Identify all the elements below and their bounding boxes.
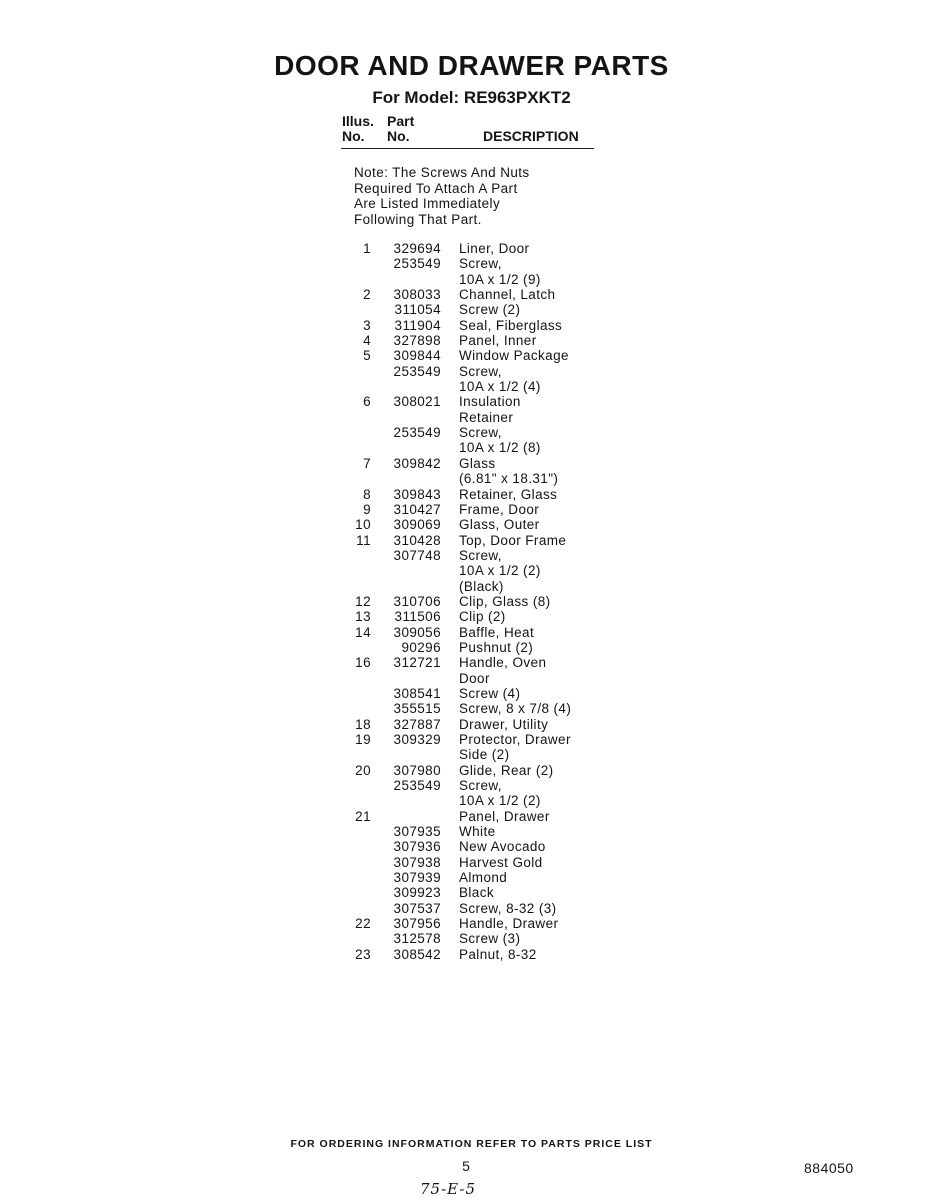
illus-header-line1: Illus. — [342, 113, 374, 129]
part-description: Screw, — [459, 363, 502, 379]
part-number: 308021 — [393, 394, 441, 410]
illus-number: 4 — [363, 333, 371, 349]
parts-row — [341, 916, 611, 931]
part-description: 10A x 1/2 (4) — [459, 379, 541, 395]
part-description: 10A x 1/2 (9) — [459, 271, 541, 287]
part-description: Screw (2) — [459, 302, 521, 318]
part-description: Drawer, Utility — [459, 716, 549, 732]
part-number: 308033 — [393, 287, 441, 303]
parts-row — [341, 517, 611, 532]
illus-number: 20 — [355, 762, 371, 778]
illus-number: 23 — [355, 946, 371, 962]
part-number: 312721 — [393, 655, 441, 671]
part-description: Clip (2) — [459, 609, 506, 625]
part-description: 10A x 1/2 (2) — [459, 793, 541, 809]
part-description: Handle, Drawer — [459, 916, 559, 932]
part-description: Retainer, Glass — [459, 486, 558, 502]
page-title: DOOR AND DRAWER PARTS — [274, 50, 669, 81]
part-number: 309842 — [393, 455, 441, 471]
part-description: Black — [459, 885, 495, 901]
part-number: 307939 — [393, 870, 441, 886]
note-line: Required To Attach A Part — [354, 180, 518, 196]
parts-row — [341, 640, 611, 655]
parts-row — [341, 778, 611, 793]
part-description: Screw, — [459, 256, 502, 272]
part-number: 309056 — [393, 624, 441, 640]
illus-number: 7 — [363, 455, 371, 471]
part-description: Screw, — [459, 547, 502, 563]
part-description: Insulation — [459, 394, 521, 410]
parts-row — [341, 548, 611, 563]
part-description: Door — [459, 670, 490, 686]
illus-number: 6 — [363, 394, 371, 410]
parts-row — [341, 747, 611, 762]
part-number: 309843 — [393, 486, 441, 502]
parts-row — [341, 732, 611, 747]
illus-number: 11 — [356, 532, 371, 548]
illus-number: 9 — [363, 501, 371, 517]
part-number: 307980 — [393, 762, 441, 778]
parts-row — [341, 318, 611, 333]
part-description: Screw, — [459, 425, 502, 441]
part-description: Retainer — [459, 409, 514, 425]
part-number: 310428 — [393, 532, 441, 548]
illus-number: 12 — [355, 593, 371, 609]
illus-number: 3 — [363, 317, 371, 333]
parts-row — [341, 655, 611, 670]
ordering-footer: FOR ORDERING INFORMATION REFER TO PARTS PRICE LIST — [290, 1138, 653, 1150]
parts-row — [341, 440, 611, 455]
document-number: 884050 — [804, 1160, 854, 1176]
illus-number: 13 — [355, 609, 371, 625]
part-header-line1: Part — [387, 113, 415, 129]
part-number: 309329 — [393, 732, 441, 747]
parts-row — [341, 256, 611, 271]
part-description: Frame, Door — [459, 501, 540, 517]
illus-number: 14 — [355, 624, 371, 640]
illus-number: 16 — [355, 655, 371, 671]
parts-row — [341, 533, 611, 548]
part-number: 355515 — [393, 701, 441, 717]
part-description: Clip, Glass (8) — [459, 593, 551, 609]
part-description: New Avocado — [459, 839, 546, 855]
parts-row — [341, 839, 611, 854]
part-number: 307935 — [393, 824, 441, 840]
part-description: Screw, 8 x 7/8 (4) — [459, 701, 572, 717]
parts-row — [341, 425, 611, 440]
part-description: Panel, Inner — [459, 333, 537, 349]
part-number: 308542 — [393, 946, 441, 962]
part-description: White — [459, 824, 496, 840]
illus-number: 5 — [363, 348, 371, 364]
part-description: Screw, 8-32 (3) — [459, 900, 557, 916]
part-description: 10A x 1/2 (8) — [459, 440, 541, 456]
parts-row — [341, 885, 611, 900]
parts-row — [341, 579, 611, 594]
part-description: Liner, Door — [459, 241, 530, 256]
illus-number: 21 — [355, 808, 371, 824]
part-description: Seal, Fiberglass — [459, 317, 563, 333]
part-number: 311904 — [394, 317, 441, 333]
parts-row — [341, 379, 611, 394]
parts-row — [341, 824, 611, 839]
part-description: Harvest Gold — [459, 854, 543, 870]
parts-row — [341, 563, 611, 578]
part-number: 309844 — [393, 348, 441, 364]
part-number: 327898 — [393, 333, 441, 349]
parts-row — [341, 855, 611, 870]
parts-row — [341, 364, 611, 379]
part-number: 253549 — [393, 778, 441, 794]
illus-no-header — [342, 114, 374, 144]
part-description: Handle, Oven — [459, 655, 547, 671]
part-number: 329694 — [393, 241, 441, 256]
part-description: Window Package — [459, 348, 569, 364]
part-number: 253549 — [393, 425, 441, 441]
parts-list — [341, 241, 611, 962]
part-number: 253549 — [393, 363, 441, 379]
illus-number: 10 — [355, 517, 371, 533]
parts-row — [341, 410, 611, 425]
part-description: Protector, Drawer — [459, 732, 571, 747]
parts-row — [341, 287, 611, 302]
part-number: 253549 — [393, 256, 441, 272]
part-number: 307748 — [393, 547, 441, 563]
part-description: (6.81" x 18.31") — [459, 471, 559, 487]
parts-row — [341, 901, 611, 916]
part-description: Pushnut (2) — [459, 639, 534, 655]
parts-row — [341, 348, 611, 363]
part-number: 327887 — [393, 716, 441, 732]
illus-number: 1 — [363, 241, 371, 256]
part-description: Glide, Rear (2) — [459, 762, 554, 778]
part-number: 309923 — [393, 885, 441, 901]
parts-row — [341, 456, 611, 471]
part-description: Screw, — [459, 778, 502, 794]
illus-number: 2 — [363, 287, 371, 303]
parts-row — [341, 241, 611, 256]
part-description: Almond — [459, 870, 508, 886]
part-number: 307936 — [393, 839, 441, 855]
parts-row — [341, 487, 611, 502]
part-description: Palnut, 8-32 — [459, 946, 537, 962]
part-number: 307956 — [393, 916, 441, 932]
part-header-line2: No. — [387, 128, 410, 144]
parts-row — [341, 870, 611, 885]
note-block — [354, 165, 594, 227]
parts-row — [341, 686, 611, 701]
part-description: Channel, Latch — [459, 287, 556, 303]
note-line: Following That Part. — [354, 211, 482, 227]
part-description: Screw (4) — [459, 685, 521, 701]
parts-row — [341, 333, 611, 348]
parts-row — [341, 272, 611, 287]
parts-row — [341, 701, 611, 716]
part-no-header — [387, 114, 414, 144]
part-description: (Black) — [459, 578, 504, 594]
part-number: 309069 — [393, 517, 441, 533]
page-number: 5 — [462, 1158, 470, 1174]
parts-row — [341, 594, 611, 609]
parts-row — [341, 502, 611, 517]
parts-row — [341, 471, 611, 486]
column-headers — [341, 114, 594, 149]
parts-row — [341, 763, 611, 778]
illus-header-line2: No. — [342, 128, 365, 144]
part-number: 312578 — [393, 931, 441, 947]
parts-row — [341, 947, 611, 962]
part-number: 310427 — [393, 501, 441, 517]
description-header: DESCRIPTION — [483, 128, 579, 144]
part-description: Screw (3) — [459, 931, 521, 947]
illus-number: 8 — [363, 486, 371, 502]
parts-row — [341, 717, 611, 732]
part-description: Glass, Outer — [459, 517, 540, 533]
part-description: Glass — [459, 455, 496, 471]
part-description: Panel, Drawer — [459, 808, 550, 824]
part-description: Baffle, Heat — [459, 624, 535, 640]
parts-row — [341, 793, 611, 808]
part-description: 10A x 1/2 (2) — [459, 563, 541, 579]
part-description: Top, Door Frame — [459, 532, 567, 548]
parts-row — [341, 931, 611, 946]
parts-row — [341, 671, 611, 686]
parts-row — [341, 302, 611, 317]
part-number: 307938 — [393, 854, 441, 870]
parts-row — [341, 394, 611, 409]
model-subtitle: For Model: RE963PXKT2 — [372, 88, 571, 107]
part-number: 307537 — [393, 900, 441, 916]
note-line: Are Listed Immediately — [354, 196, 501, 211]
part-number: 310706 — [393, 593, 441, 609]
part-number: 311054 — [394, 302, 441, 318]
part-number: 308541 — [393, 685, 441, 701]
part-number: 90296 — [401, 639, 441, 655]
part-number: 311506 — [394, 609, 441, 625]
illus-number: 22 — [355, 916, 371, 932]
illus-number: 18 — [355, 716, 371, 732]
parts-row — [341, 609, 611, 624]
note-line: Note: The Screws And Nuts — [354, 165, 530, 180]
parts-row — [341, 809, 611, 824]
illus-number: 19 — [355, 732, 371, 747]
part-description: Side (2) — [459, 747, 510, 763]
parts-row — [341, 625, 611, 640]
handwritten-mark: 75-E-5 — [420, 1180, 476, 1198]
